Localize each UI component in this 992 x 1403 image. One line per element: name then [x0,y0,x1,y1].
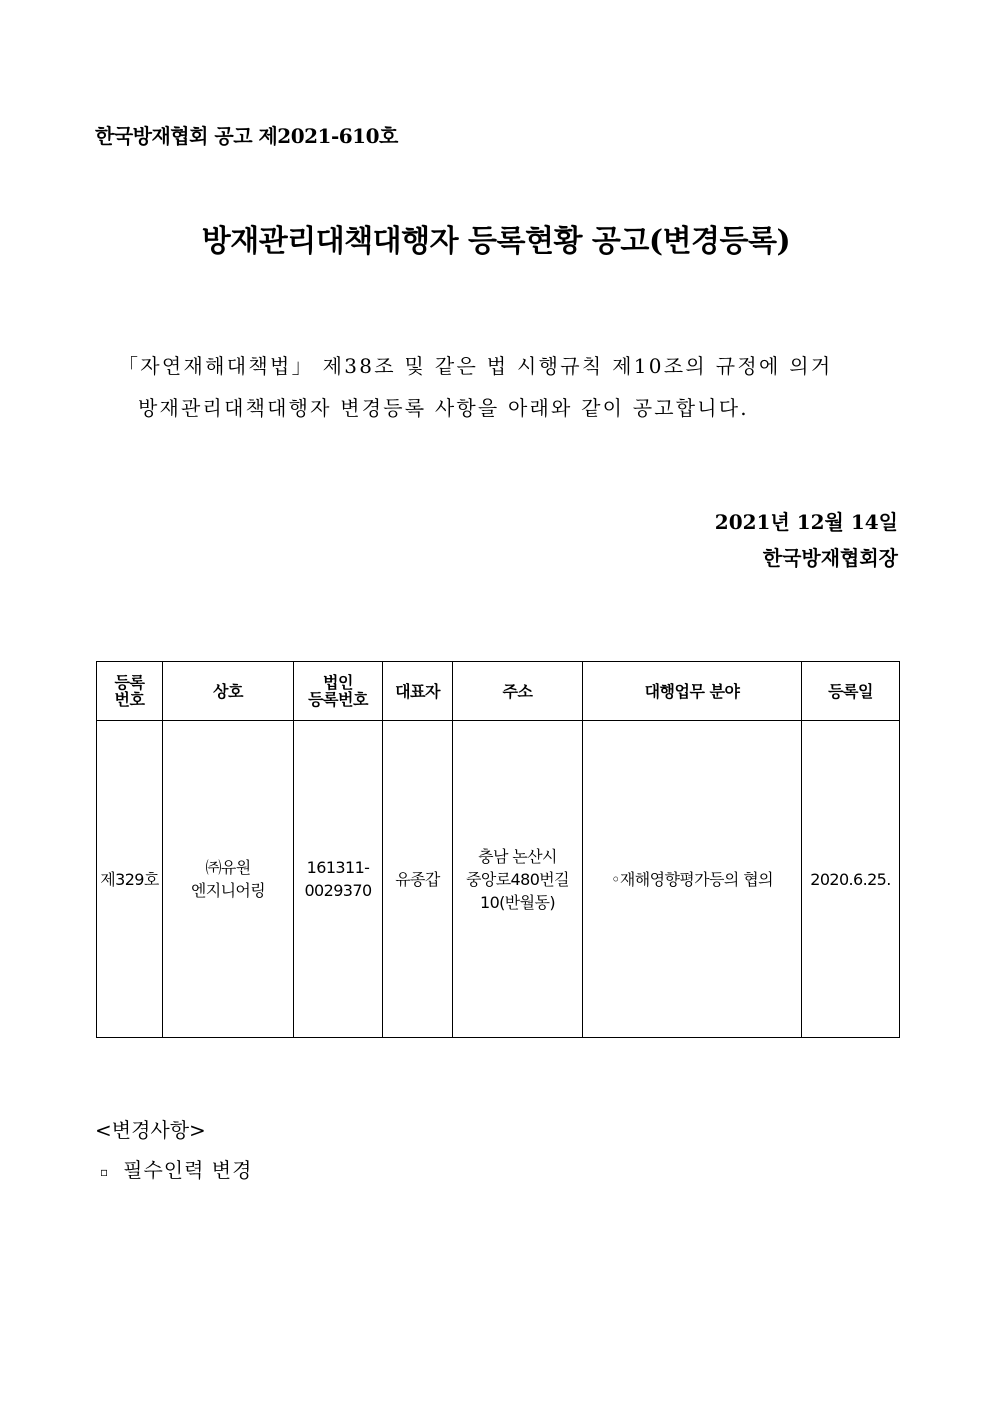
notice-number: 한국방재협회 공고 제2021-610호 [95,124,398,148]
table-header-row [97,662,900,721]
table-row [97,721,900,1038]
header-corp-no [294,662,383,721]
cell-address-line1: 충남 논산시 [478,846,557,866]
issue-date: 2021년 12월 14일 [714,510,898,534]
changes-heading: <변경사항> [95,1118,206,1142]
cell-company-line1: ㈜유원 [205,858,251,877]
registration-table [96,661,900,1038]
body-text-line-2: 방재관리대책대행자 변경등록 사항을 아래와 같이 공고합니다. [138,396,749,420]
header-reg-no-line2: 번호 [114,690,145,709]
cell-address-line2: 중앙로480번길 [465,869,570,889]
changes-item-text: 필수인력 변경 [123,1158,253,1182]
cell-company-line2: 엔지니어링 [190,881,266,900]
cell-business-field: ◦재해영향평가등의 협의 [583,721,802,1038]
issuer: 한국방재협회장 [762,546,898,570]
cell-reg-date: 2020.6.25. [802,721,900,1038]
header-representative: 대표자 [383,662,453,721]
header-corp-no-line2: 등록번호 [308,690,368,709]
square-bullet-icon: ▫ [100,1164,110,1179]
header-address: 주소 [453,662,583,721]
body-text-line-1: 「자연재해대책법」 제38조 및 같은 법 시행규칙 제10조의 규정에 의거 [118,354,833,378]
cell-corp-no-line2: 0029370 [304,881,372,900]
cell-corp-no [294,721,383,1038]
header-reg-date: 등록일 [802,662,900,721]
changes-item [100,1154,252,1183]
cell-representative: 유종갑 [383,721,453,1038]
header-reg-no [97,662,163,721]
cell-corp-no-line1: 161311- [306,858,370,877]
header-company: 상호 [163,662,294,721]
document-title: 방재관리대책대행자 등록현황 공고(변경등록) [201,224,791,259]
header-corp-no-line1: 법인 [323,673,353,692]
cell-address [453,721,583,1038]
cell-address-line3: 10(반월동) [479,892,555,912]
cell-reg-no: 제329호 [97,721,163,1038]
header-business-field: 대행업무 분야 [583,662,802,721]
header-reg-no-line1: 등록 [114,673,145,692]
cell-company [163,721,294,1038]
